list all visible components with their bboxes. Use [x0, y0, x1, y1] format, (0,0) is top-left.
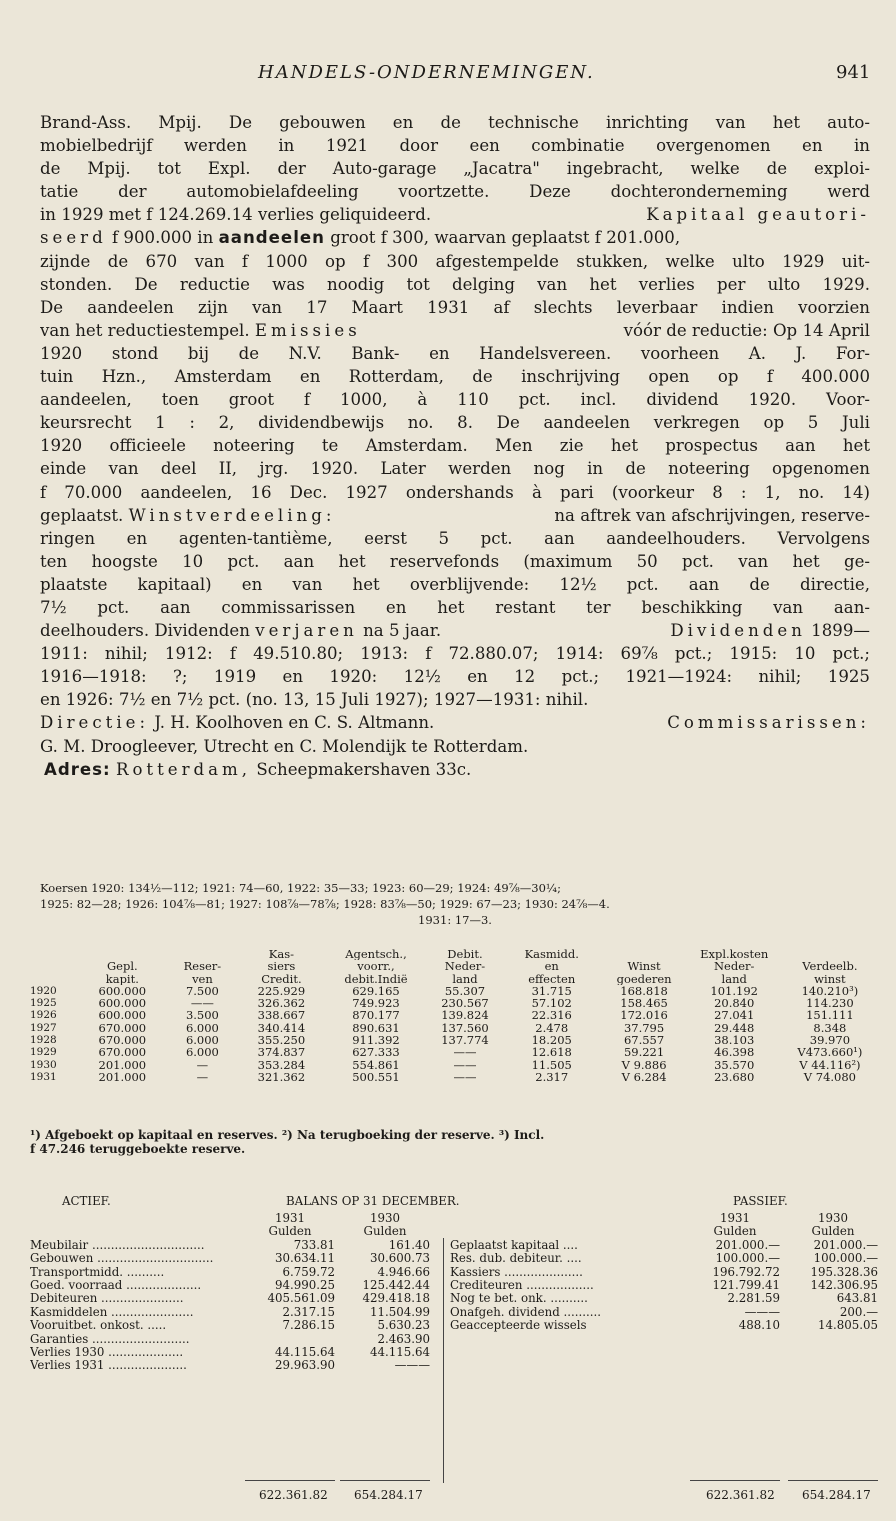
balance-item-value: 2.317.15 [282, 1304, 335, 1319]
balance-item-label: Geaccepteerde wissels [450, 1319, 587, 1333]
text-line: stonden. De reductie was noodig tot delging van het verlies per ulto 1929. [40, 274, 870, 294]
balance-item-value: 94.990.25 [274, 1277, 335, 1292]
table-header-cell: Neder- [444, 960, 486, 973]
balance-item-value: 7.286.15 [282, 1318, 335, 1333]
balance-item-label: Crediteuren .................. [450, 1278, 594, 1292]
balance-row [450, 1266, 880, 1279]
table-header-cell: Agentsch., [345, 948, 407, 961]
text-line: tuin Hzn., Amsterdam en Rotterdam, de inschrijving open op f 400.000 [40, 367, 870, 387]
section-directie: Directie: [40, 713, 150, 733]
text-line: G. M. Droogleever, Utrecht en C. Molendijk te Rotterdam. [40, 736, 529, 756]
unit-row: Gulden Gulden [268, 1224, 407, 1239]
table-row [30, 1022, 880, 1034]
text-line: geplaatst. Winstverdeeling: na aftrek van afschrijvingen, reserve- [40, 505, 870, 525]
table-header-cell: en [544, 960, 559, 973]
text-line: deelhouders. Dividenden verjaren na 5 jaar. Dividenden 1899— [40, 621, 870, 641]
balance-item-value: 100.000.— [813, 1251, 878, 1266]
table-cell: 1927 [30, 1021, 57, 1034]
table-cell: 140.210³) [801, 984, 859, 998]
footnote-line: ¹) Afgeboekt op kapitaal en reserves. ²) Na terugboeking der reserve. ³) Incl. [30, 1128, 545, 1142]
total-actief-1931: 622.361.82 [259, 1488, 328, 1502]
table-cell: 911.392 [352, 1034, 400, 1047]
table-cell: 629.165 [352, 984, 400, 998]
table-header-cell: effecten [528, 972, 576, 985]
table-cell: 101.192 [710, 984, 758, 998]
balance-item-value: 125.442.44 [362, 1277, 430, 1292]
table-header-cell: debit.Indië [344, 972, 408, 985]
balance-item-label: Gebouwen ............................... [30, 1252, 214, 1266]
table-header-cell [30, 948, 77, 960]
text-line: zijnde de 670 van f 1000 op f 300 afgestempelde stukken, welke ulto 1929 uit- [40, 251, 870, 271]
balance-item-value: 11.504.99 [369, 1304, 430, 1319]
table-header-cell: Debit. [447, 948, 483, 961]
company-text [40, 111, 870, 781]
table-header-row [30, 948, 880, 960]
table-header-cell: kapit. [105, 972, 139, 985]
table-header-cell [77, 948, 168, 960]
text-line: in 1929 met f 124.269.14 verlies geliquideerd. Kapitaal geautori- [40, 203, 870, 226]
balance-item-label: Geplaatst kapitaal .... [450, 1238, 578, 1252]
balance-row [30, 1359, 440, 1372]
table-header-cell [780, 948, 880, 960]
table-cell: 114.230 [806, 997, 854, 1010]
table-cell: 57.102 [531, 997, 572, 1010]
table-cell: 554.861 [352, 1058, 400, 1071]
actief-label: ACTIEF. [62, 1194, 111, 1208]
balance-item-value: 30.600.73 [369, 1251, 430, 1266]
table-cell: V473.660¹) [797, 1046, 863, 1059]
balance-row [450, 1279, 880, 1292]
text-line: 7½ pct. aan commissarissen en het restant ter beschikking van aan- [40, 597, 870, 617]
text-line: 1920 officieele noteering te Amsterdam. Men zie het prospectus aan het [40, 436, 870, 456]
sum-rule [340, 1480, 430, 1481]
text-line: mobielbedrijf werden in 1921 door een combinatie overgenomen en in [40, 136, 870, 156]
balance-item-value: 405.561.09 [267, 1291, 335, 1306]
balance-item-value: 429.418.18 [362, 1291, 430, 1306]
table-cell: 39.970 [809, 1034, 851, 1047]
table-cell: 67.557 [623, 1034, 665, 1047]
running-title: HANDELS-ONDERNEMINGEN. [258, 62, 595, 83]
table-cell: 172.016 [620, 1009, 668, 1022]
balance-item-value: 733.81 [293, 1237, 335, 1252]
table-cell: 22.316 [531, 1009, 572, 1022]
table-cell: 600.000 [98, 997, 147, 1010]
table-cell: 355.250 [257, 1034, 306, 1047]
balance-item-value: 2.463.90 [377, 1331, 430, 1346]
balance-row [30, 1306, 440, 1319]
balance-item-value: ——— [744, 1304, 780, 1319]
text-line: Brand-Ass. Mpij. De gebouwen en de technische inrichting van het auto- [40, 113, 870, 132]
text-line: Adres: Rotterdam, Scheepmakershaven 33c. [44, 759, 472, 779]
balance-item-value: 6.759.72 [282, 1264, 335, 1279]
table-row [30, 1009, 880, 1021]
balance-row [30, 1252, 440, 1265]
footnotes [30, 1129, 880, 1156]
table-cell: 20.840 [714, 997, 755, 1010]
table-row [30, 997, 880, 1009]
year-row: 1931 1930 [274, 1211, 401, 1225]
balance-row [450, 1292, 880, 1305]
balance-item-label: Kasmiddelen ...................... [30, 1305, 194, 1319]
year-row: 1931 1930 [719, 1211, 849, 1225]
text-line: f 70.000 aandeelen, 16 Dec. 1927 ondershands à pari (voorkeur 8 : 1, no. 14) [40, 482, 870, 502]
balance-item-value: 201.000.— [813, 1237, 878, 1252]
text-line: keursrecht 1 : 2, dividendbewijs no. 8. De aandeelen verkregen op 5 Juli [40, 413, 870, 433]
column-divider [443, 1238, 444, 1483]
table-cell: 137.560 [441, 1021, 489, 1035]
passief-column [450, 1212, 880, 1333]
balance-item-label: Nog te bet. onk. .......... [450, 1292, 588, 1306]
table-cell: —— [190, 997, 214, 1010]
table-cell: 2.478 [535, 1021, 569, 1035]
balance-row [450, 1239, 880, 1252]
table-cell: — [196, 1070, 209, 1084]
table-cell: 353.284 [257, 1058, 306, 1071]
balance-item-label: Verlies 1930 .................... [30, 1345, 184, 1359]
table-cell: 2.317 [535, 1070, 569, 1084]
table-cell: 168.818 [620, 984, 668, 998]
text-line: de Mpij. tot Expl. der Auto-garage „Jacatra" ingebracht, welke de exploi- [40, 159, 870, 179]
section-kapitaal: Kapitaal geautori- [646, 205, 870, 225]
balance-item-value: 121.799.41 [712, 1277, 780, 1292]
text-line: Directie: J. H. Koolhoven en C. S. Altmann. Commissarissen: [40, 711, 870, 734]
koersen-line: Koersen 1920: 134½—112; 1921: 74—60, 1922: 35—33; 1923: 60—29; 1924: 49⅞—30¼; [40, 881, 561, 895]
table-cell: V 44.116²) [799, 1058, 861, 1071]
balance-item-value: ——— [394, 1358, 430, 1373]
balance-item-value: 643.81 [836, 1291, 878, 1306]
text-line: aandeelen, toen groot f 1000, à 110 pct. incl. dividend 1920. Voor- [40, 390, 870, 410]
balance-item-label: Vooruitbet. onkost. ..... [30, 1319, 167, 1333]
table-header-cell: siers [267, 960, 296, 973]
section-winstverdeeling: Winstverdeeling: [128, 505, 336, 525]
table-cell: 500.551 [352, 1070, 400, 1084]
balance-item-label: Debiteuren ...................... [30, 1292, 184, 1306]
table-header-cell: Kasmidd. [524, 948, 579, 961]
table-cell: 627.333 [352, 1046, 400, 1059]
table-cell: 8.348 [813, 1021, 847, 1035]
table-header-cell [30, 960, 77, 972]
section-emissies: Emissies [254, 320, 361, 340]
table-cell: 55.307 [444, 984, 486, 998]
text-line: van het reductiestempel. Emissies vóór de reductie: Op 14 April [40, 320, 870, 340]
balance-item-value: 44.115.64 [369, 1344, 430, 1359]
section-dividenden: Dividenden [670, 621, 806, 641]
table-cell: 12.618 [531, 1046, 572, 1059]
table-cell: 230.567 [441, 997, 489, 1010]
balance-row [30, 1292, 440, 1305]
table-cell: 1926 [30, 1009, 57, 1022]
balance-item-value: 30.634.11 [274, 1251, 335, 1266]
table-cell: 18.205 [531, 1034, 572, 1047]
table-cell: 338.667 [257, 1009, 306, 1022]
table-cell: 158.465 [620, 997, 668, 1010]
table-cell: 37.795 [623, 1021, 665, 1035]
running-header [0, 62, 896, 88]
table-cell: 6.000 [185, 1021, 219, 1035]
text-line: plaatste kapitaal) en van het overblijvende: 12½ pct. aan de directie, [40, 574, 870, 594]
sum-rule [690, 1480, 780, 1481]
table-cell: 600.000 [98, 1009, 147, 1022]
balance-item-value: 100.000.— [715, 1251, 780, 1266]
table-cell: 870.177 [352, 1009, 400, 1022]
balance-row [450, 1306, 880, 1319]
text-line: ten hoogste 10 pct. aan het reservefonds (maximum 50 pct. van het ge- [40, 551, 870, 571]
text-line: 1916—1918: ?; 1919 en 1920: 12½ en 12 pct.; 1921—1924: nihil; 1925 [40, 667, 870, 687]
table-header-cell [168, 948, 237, 960]
table-row [30, 1034, 880, 1046]
table-header-cell: Verdeelb. [802, 960, 858, 973]
balance-row [30, 1279, 440, 1292]
table-header-cell: land [721, 972, 747, 985]
table-cell: 29.448 [714, 1021, 755, 1035]
table-cell: 670.000 [98, 1034, 147, 1047]
balance-item-value: 196.792.72 [712, 1264, 780, 1279]
table-header-cell: Winst [627, 960, 661, 973]
balance-item-value: 14.805.05 [817, 1318, 878, 1333]
balance-sheet [30, 1190, 880, 1502]
table-row [30, 985, 880, 997]
aandeelen-label: aandeelen [218, 228, 325, 248]
koersen-line: 1925: 82—28; 1926: 104⅞—81; 1927: 108⅞—78⅞; 1928: 83⅞—50; 1929: 67—23; 1930: 24⅞—4. [40, 897, 610, 911]
table-cell: 1920 [30, 984, 57, 997]
table-header-row [30, 973, 880, 985]
table-cell: V 9.886 [621, 1058, 667, 1071]
table-cell: 225.929 [257, 984, 306, 998]
table-header-cell: Gepl. [106, 960, 138, 973]
table-cell: 27.041 [714, 1009, 755, 1022]
table-cell: 890.631 [352, 1021, 400, 1035]
balance-row [450, 1252, 880, 1265]
table-cell: 1929 [30, 1046, 57, 1059]
table-cell: 670.000 [98, 1046, 147, 1059]
balance-item-value: 142.306.95 [810, 1277, 878, 1292]
total-passief-1931: 622.361.82 [706, 1488, 775, 1502]
table-cell: 1930 [30, 1058, 57, 1071]
table-cell: V 6.284 [621, 1070, 667, 1084]
balance-item-label: Transportmidd. .......... [30, 1265, 165, 1279]
table-cell: 139.824 [441, 1009, 489, 1022]
table-cell: 340.414 [257, 1021, 306, 1035]
table-cell: 31.715 [531, 984, 572, 998]
table-header-cell: voorr., [357, 960, 395, 973]
balance-item-value: 29.963.90 [274, 1358, 335, 1373]
table-cell: —— [453, 1070, 477, 1084]
table-cell: — [196, 1058, 209, 1071]
balance-item-value: 4.946.66 [377, 1264, 430, 1279]
table-cell: 7.500 [185, 984, 219, 998]
balance-row [450, 1319, 880, 1332]
table-cell: V 74.080 [803, 1070, 856, 1084]
table-cell: 6.000 [185, 1046, 219, 1059]
balance-row [30, 1333, 440, 1346]
text-line: 1911: nihil; 1912: f 49.510.80; 1913: f 72.880.07; 1914: 69⅞ pct.; 1915: 10 pct.; [40, 644, 870, 664]
table-cell: 600.000 [98, 984, 147, 998]
balance-item-value: 161.40 [388, 1237, 430, 1252]
balance-item-value: 488.10 [738, 1318, 780, 1333]
table-cell: 201.000 [98, 1070, 147, 1084]
table-row [30, 1059, 880, 1071]
table-header-cell: winst [814, 972, 846, 985]
koersen-block [40, 880, 870, 926]
balance-item-label: Garanties .......................... [30, 1332, 190, 1346]
balance-title: BALANS OP 31 DECEMBER. [286, 1194, 460, 1208]
section-commissarissen: Commissarissen: [667, 713, 870, 733]
text-line: en 1926: 7½ en 7½ pct. (no. 13, 15 Juli 1927); 1927—1931: nihil. [40, 690, 589, 710]
table-cell: 1928 [30, 1034, 57, 1047]
table-cell: 11.505 [531, 1058, 572, 1071]
table-cell: 6.000 [185, 1034, 219, 1047]
table-cell: 326.362 [257, 997, 306, 1010]
balance-item-value: 5.630.23 [377, 1318, 430, 1333]
total-actief-1930: 654.284.17 [354, 1488, 423, 1502]
table-row [30, 1071, 880, 1083]
table-cell: 46.398 [714, 1046, 755, 1059]
balance-row [30, 1346, 440, 1359]
table-cell: 1931 [30, 1070, 57, 1083]
balance-item-value: 195.328.36 [810, 1264, 878, 1279]
page-number: 941 [836, 62, 871, 83]
balance-item-label: Verlies 1931 ..................... [30, 1359, 187, 1373]
table-header-cell: land [452, 972, 478, 985]
total-passief-1930: 654.284.17 [802, 1488, 871, 1502]
balance-item-value: 201.000.— [715, 1237, 780, 1252]
balance-row [30, 1319, 440, 1332]
balance-item-value: 44.115.64 [274, 1344, 335, 1359]
actief-column [30, 1212, 440, 1373]
text-line: tatie der automobielafdeeling voortzette. Deze dochteronderneming werd [40, 182, 870, 202]
table-cell: 59.221 [623, 1046, 665, 1059]
balance-item-label: Goed. voorraad .................... [30, 1278, 202, 1292]
table-cell: 35.570 [714, 1058, 755, 1071]
text-line: ringen en agenten-tantième, eerst 5 pct. aan aandeelhouders. Vervolgens [40, 528, 870, 548]
table-header-cell [30, 973, 77, 985]
sum-rule [788, 1480, 878, 1481]
balance-heading [30, 1190, 880, 1212]
koersen-line: 1931: 17—3. [418, 913, 492, 927]
balance-item-label: Meubilair .............................. [30, 1238, 205, 1252]
balance-row [30, 1239, 440, 1252]
table-cell: 1925 [30, 997, 57, 1010]
table-cell: 151.111 [806, 1009, 854, 1022]
table-cell: 749.923 [352, 997, 400, 1010]
table-cell: 201.000 [98, 1058, 147, 1071]
balance-item-value: 200.— [839, 1304, 878, 1319]
footnote-line: f 47.246 teruggeboekte reserve. [30, 1141, 246, 1156]
text-line: seerd f 900.000 in aandeelen groot f 300, waarvan geplaatst f 201.000, [40, 228, 681, 248]
balance-row [30, 1266, 440, 1279]
table-cell: —— [453, 1046, 477, 1059]
balance-item-label: Res. dub. debiteur. .... [450, 1252, 582, 1266]
table-header-cell: Neder- [713, 960, 755, 973]
table-header-cell: Expl.kosten [700, 948, 769, 961]
text-line: 1920 stond bij de N.V. Bank- en Handelsvereen. voorheen A. J. For- [40, 343, 870, 363]
table-cell: 374.837 [257, 1046, 306, 1059]
table-cell: —— [453, 1058, 477, 1071]
adres-label: Adres: [44, 759, 111, 779]
table-header-cell: goederen [616, 972, 672, 985]
text-line: einde van deel II, jrg. 1920. Later werden nog in de noteering opgenomen [40, 459, 870, 479]
table-cell: 670.000 [98, 1021, 147, 1035]
table-cell: 137.774 [441, 1034, 489, 1047]
table-header-cell: Reser- [183, 960, 222, 973]
sum-rule [245, 1480, 335, 1481]
passief-label: PASSIEF. [733, 1194, 788, 1208]
table-header-cell: Kas- [268, 948, 295, 961]
table-cell: 321.362 [257, 1070, 306, 1084]
balance-item-label: Kassiers ..................... [450, 1265, 583, 1279]
table-cell: 3.500 [185, 1009, 219, 1022]
table-cell: 38.103 [714, 1034, 755, 1047]
table-cell: 23.680 [714, 1070, 755, 1084]
balance-item-label: Onafgeh. dividend .......... [450, 1305, 601, 1319]
table-header-row [30, 960, 880, 972]
financial-table [30, 948, 880, 1083]
table-row [30, 1046, 880, 1058]
table-header-cell [600, 948, 689, 960]
table-header-cell: Credit. [261, 972, 302, 985]
text-line: De aandeelen zijn van 17 Maart 1931 af slechts leverbaar indien voorzien [40, 297, 870, 317]
table-header-cell: ven [192, 972, 213, 985]
balance-item-value: 2.281.59 [727, 1291, 780, 1306]
unit-row: Gulden Gulden [713, 1224, 855, 1239]
